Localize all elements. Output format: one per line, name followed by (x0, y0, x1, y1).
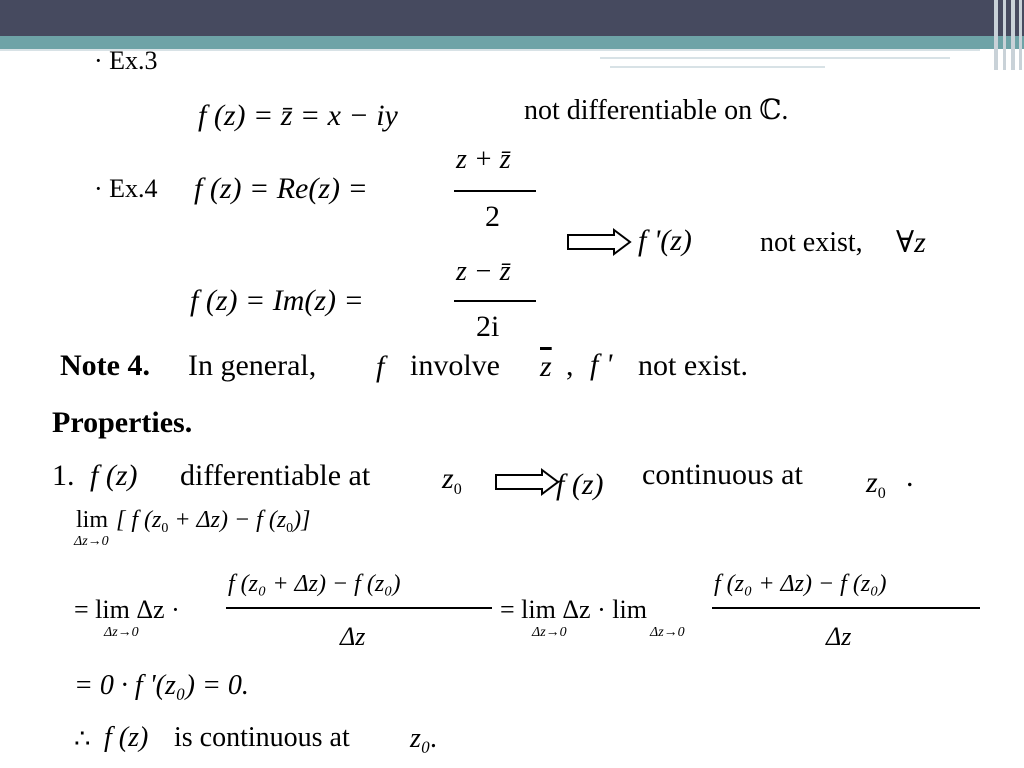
line2-eq: = lim Δz · (74, 595, 180, 624)
ex3-label: · Ex.3 (94, 46, 158, 75)
prop1-f2: f (z) (556, 468, 604, 501)
ex4-label: · Ex.4 (94, 174, 158, 203)
line3: = 0 · f '(z₀) = 0. (74, 670, 249, 701)
ex4b-numerator: z − z̄ (456, 256, 511, 287)
note4-text-2: involve (410, 349, 500, 382)
line2-denominator-2: Δz (826, 622, 852, 651)
line4-therefore: ∴ (74, 724, 91, 753)
ex4-denominator: 2 (485, 200, 500, 233)
ex4-conclusion-forall: ∀z (896, 226, 926, 259)
line2-lim-sub-a: Δz→0 (532, 625, 567, 640)
decor-stripe (1003, 0, 1006, 70)
ex4b-denominator: 2i (476, 310, 500, 343)
properties-heading: Properties. (52, 406, 193, 439)
line2-denominator: Δz (340, 622, 366, 651)
decor-stripe (1019, 0, 1022, 70)
ex4-conclusion-text: not exist, (760, 227, 863, 258)
ex4-fraction-bar (454, 190, 536, 192)
line1-lim-sub: Δz→0 (74, 534, 109, 549)
prop1-text-1: differentiable at (180, 459, 371, 492)
decor-line (610, 66, 825, 68)
ex4b-lhs: f (z) = Im(z) = (190, 284, 364, 317)
ex3-note: not differentiable on ℂ. (524, 95, 789, 126)
line1-expr: [ f $(z_0 + \Delta z) - f$ $(z_0)$] (116, 507, 311, 536)
prop1-z0b: $z_0$ (866, 466, 886, 502)
ex4-numerator: z + z̄ (456, 144, 511, 175)
line2-lim-sub: Δz→0 (104, 625, 139, 640)
line2-numerator-2: f (z₀ + Δz) − f (z₀) (714, 571, 887, 597)
note4-zbar: $\overline{z}$ (540, 350, 552, 383)
ex4-lhs: f (z) = Re(z) = (194, 172, 368, 205)
line2-lim-sub-b: Δz→0 (650, 625, 685, 640)
line4-f: f (z) (104, 722, 149, 753)
note4-f: f (376, 350, 385, 383)
note4-fprime: f ' (590, 348, 613, 381)
ex3-formula: f (z) = z̄ = x − iy (198, 99, 398, 132)
prop1-f: f (z) (90, 459, 138, 492)
implies-arrow-icon (568, 230, 632, 254)
note4-comma: , (566, 349, 574, 382)
line1-lim: lim (76, 507, 109, 533)
implies-arrow-icon (496, 470, 560, 494)
header-bar (0, 0, 1024, 36)
prop1-text-2: continuous at (642, 458, 803, 491)
prop1-period: . (906, 460, 914, 493)
line2-numerator: f (z₀ + Δz) − f (z₀) (228, 571, 401, 597)
note4-text-1: In general, (188, 349, 317, 382)
ex4b-fraction-bar (454, 300, 536, 302)
line4-text: is continuous at (174, 722, 350, 753)
decor-stripe (1011, 0, 1015, 70)
prop1-z0: $z_0$ (442, 462, 462, 498)
line4-z0: z₀. (410, 723, 438, 754)
decor-stripe (994, 0, 998, 70)
line2-fraction-bar (226, 607, 492, 609)
note4-text-3: not exist. (638, 349, 748, 382)
prop1-number: 1. (52, 459, 75, 492)
line2-fraction-bar-2 (712, 607, 980, 609)
ex4-conclusion-fprime: f '(z) (638, 224, 692, 257)
decor-line (600, 57, 950, 59)
line2-eq2: = lim Δz · lim (500, 595, 647, 624)
note4-label: Note 4. (60, 349, 150, 382)
